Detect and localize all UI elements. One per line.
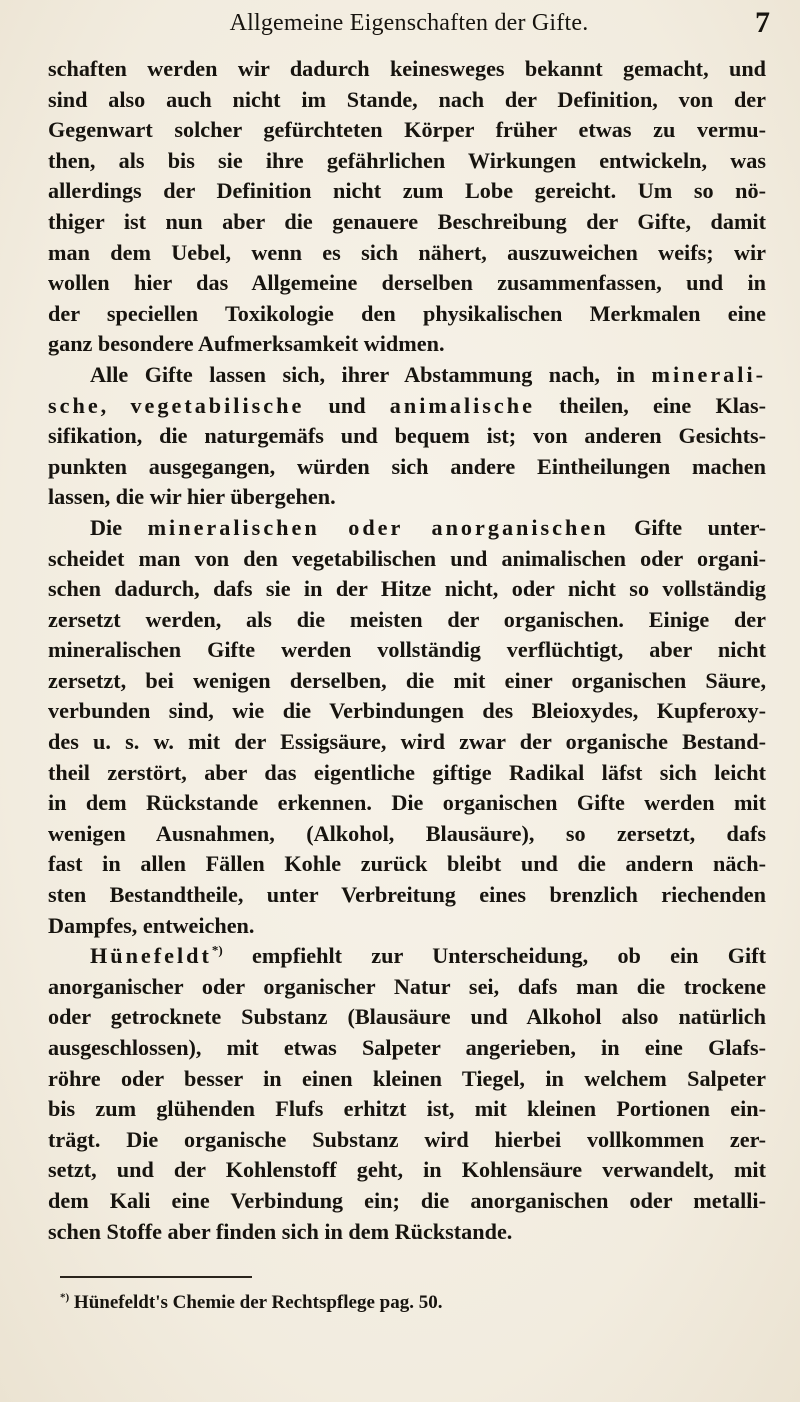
text-line: sten Bestandtheile, unter Verbreitung eines brenzlich riechenden <box>48 882 766 908</box>
footnote-marker: *) <box>60 1291 70 1304</box>
line-text: , <box>100 392 131 418</box>
footnote-divider <box>60 1276 252 1278</box>
running-head <box>48 4 770 44</box>
spaced-emphasis: minerali- <box>651 361 766 387</box>
text-line: schen dadurch, dafs sie in der Hitze nicht, oder nicht so vollständig <box>48 576 766 602</box>
text-line: zersetzt, bei wenigen derselben, die mit einer organischen Säure, <box>48 667 766 693</box>
text-line: trägt. Die organische Substanz wird hierbei vollkommen zer- <box>48 1126 766 1152</box>
paragraph-classification-start <box>48 360 766 391</box>
text-line: fast in allen Fällen Kohle zurück bleibt und die andern näch- <box>48 851 766 877</box>
spaced-emphasis: animalische <box>389 392 535 418</box>
spaced-emphasis: Hünefeldt <box>90 943 212 969</box>
text-line: schaften werden wir dadurch keinesweges bekannt gemacht, und <box>48 56 766 81</box>
text-line: des u. s. w. mit der Essigsäure, wird zwar der organische Bestand- <box>48 729 766 755</box>
text-line: man dem Uebel, wenn es sich nähert, auszuweichen weifs; wir <box>48 239 766 265</box>
text-line: Dampfes, entweichen. <box>48 912 255 938</box>
text-line: sifikation, die naturgemäfs und bequem ist; von anderen Gesichts- <box>48 423 766 449</box>
text-line: wollen hier das Allgemeine derselben zusammenfassen, und in <box>48 270 766 296</box>
text-line: verbunden sind, wie die Verbindungen des Bleioxydes, Kupferoxy- <box>48 698 766 724</box>
text-line: lassen, die wir hier übergehen. <box>48 484 336 510</box>
line-text: Gifte unter- <box>608 514 766 540</box>
text-line: der speciellen Toxikologie den physikalischen Merkmalen eine <box>48 300 766 326</box>
text-line: thiger ist nun aber die genauere Beschreibung der Gifte, damit <box>48 208 766 234</box>
text-line: bis zum glühenden Flufs erhitzt ist, mit kleinen Portionen ein- <box>48 1096 766 1122</box>
text-line: schen Stoffe aber finden sich in dem Rückstande. <box>48 1218 513 1244</box>
body-text <box>48 54 766 1247</box>
line-text: Alle Gifte lassen sich, ihrer Abstammung nach, in <box>90 361 652 387</box>
line-text: empfiehlt zur Unterscheidung, ob ein Gift <box>222 943 766 969</box>
text-line: in dem Rückstande erkennen. Die organischen Gifte werden mit <box>48 790 766 816</box>
footnote <box>60 1292 442 1314</box>
text-line: dem Kali eine Verbindung ein; die anorganischen oder metalli- <box>48 1187 766 1213</box>
text-line: wenigen Ausnahmen, (Alkohol, Blausäure), so zersetzt, dafs <box>48 820 766 846</box>
text-line: ganz besondere Aufmerksamkeit widmen. <box>48 331 445 357</box>
line-text: theilen, eine Klas- <box>534 392 766 418</box>
footnote-reference: *) <box>211 942 223 958</box>
running-title: Allgemeine Eigenschaften der Gifte. <box>229 10 589 36</box>
text-line: röhre oder besser in einen kleinen Tiegel, in welchem Salpeter <box>48 1065 766 1091</box>
paragraph-huenefeldt-start <box>48 941 766 972</box>
spaced-emphasis: mineralischen oder anorganischen <box>147 514 609 540</box>
text-line: mineralischen Gifte werden vollständig verflüchtigt, aber nicht <box>48 637 766 663</box>
text-line: sind also auch nicht im Stande, nach der Definition, von der <box>48 86 766 112</box>
text-line: setzt, und der Kohlenstoff geht, in Kohlensäure verwandelt, mit <box>48 1157 766 1183</box>
page-number: 7 <box>755 6 770 39</box>
text-line: scheidet man von den vegetabilischen und animalischen oder organi- <box>48 545 766 571</box>
text-line: ausgeschlossen), mit etwas Salpeter angerieben, in eine Glafs- <box>48 1035 766 1060</box>
spaced-emphasis: sche <box>48 392 101 418</box>
text-line: theil zerstört, aber das eigentliche giftige Radikal läfst sich leicht <box>48 759 766 785</box>
text-line <box>48 391 766 422</box>
text-line: punkten ausgegangen, würden sich andere Eintheilungen machen <box>48 453 766 479</box>
spaced-emphasis: vegetabilische <box>130 392 305 418</box>
text-line: anorganischer oder organischer Natur sei, dafs man die trockene <box>48 973 766 999</box>
text-line: oder getrocknete Substanz (Blausäure und Alkohol also natürlich <box>48 1004 766 1030</box>
line-text: Die <box>90 514 148 540</box>
paragraph-mineral-start <box>48 513 766 544</box>
text-line: Gegenwart solcher gefürchteten Körper früher etwas zu vermu- <box>48 117 766 143</box>
footnote-text: Hünefeldt's Chemie der Rechtspflege pag. 50. <box>69 1292 443 1313</box>
text-line: then, als bis sie ihre gefährlichen Wirkungen entwickeln, was <box>48 147 766 173</box>
text-line: allerdings der Definition nicht zum Lobe gereicht. Um so nö- <box>48 178 766 204</box>
text-line: zersetzt werden, als die meisten der organischen. Einige der <box>48 606 766 632</box>
line-text: und <box>304 392 390 418</box>
